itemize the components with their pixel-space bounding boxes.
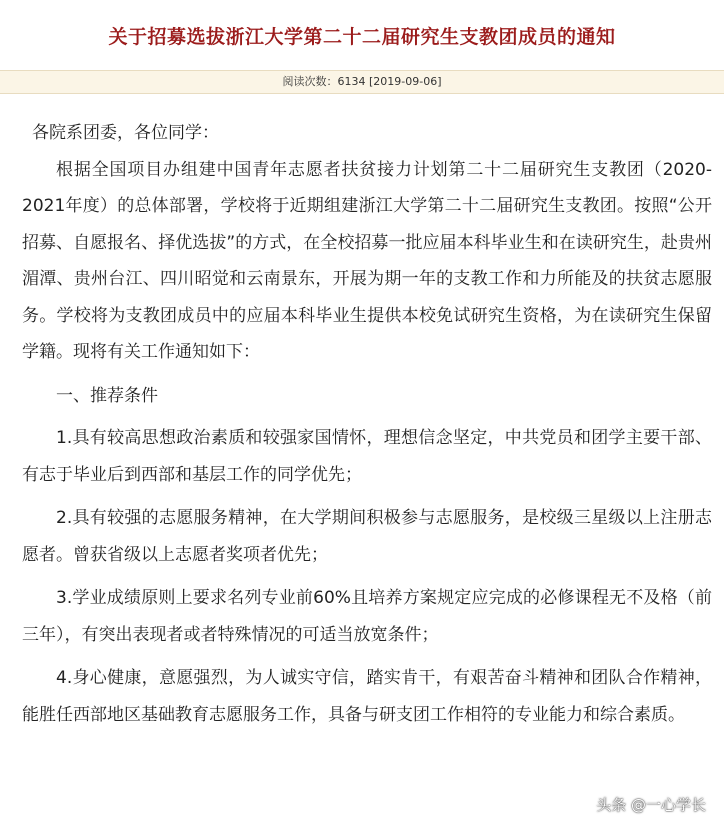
condition-item-4: 4.身心健康，意愿强烈，为人诚实守信，踏实肯干，有艰苦奋斗精神和团队合作精神，能胜任西部地区基础教育志愿服务工作，具备与研支团工作相符的专业能力和综合素质。 — [22, 668, 712, 725]
condition-item-1: 1.具有较高思想政治素质和较强家国情怀，理想信念坚定，中共党员和团学主要干部、有志于毕业后到西部和基层工作的同学优先； — [22, 428, 712, 485]
read-count-text: 阅读次数：6134 [2019-09-06] — [282, 75, 442, 88]
condition-item-2: 2.具有较强的志愿服务精神，在大学期间积极参与志愿服务，是校级三星级以上注册志愿者。曾获省级以上志愿者奖项者优先； — [22, 508, 712, 565]
watermark: 头条 @一心学长 — [596, 796, 706, 814]
article-body — [22, 115, 712, 733]
greeting: 各院系团委，各位同学： — [32, 123, 219, 143]
article-title: 关于招募选拔浙江大学第二十二届研究生支教团成员的通知 — [108, 26, 616, 48]
condition-item-3: 3.学业成绩原则上要求名列专业前60%且培养方案规定应完成的必修课程无不及格（前三年），有突出表现者或者特殊情况的可适当放宽条件； — [22, 588, 712, 645]
intro-paragraph: 根据全国项目办组建中国青年志愿者扶贫接力计划第二十二届研究生支教团（2020-2021年度）的总体部署，学校将于近期组建浙江大学第二十二届研究生支教团。按照“公开招募、自愿报名、择优选拔”的方式，在全校招募一批应届本科毕业生和在读研究生，赴贵州湄潭、贵州台江、四川昭觉和云南景东，开展为期一年的支教工作和力所能及的扶贫志愿服务。学校将为支教团成员中的应届本科毕业生提供本校免试研究生资格，为在读研究生保留学籍。现将有关工作通知如下： — [22, 159, 712, 362]
section-heading: 一、推荐条件 — [56, 385, 158, 406]
read-count-bar — [0, 70, 724, 94]
